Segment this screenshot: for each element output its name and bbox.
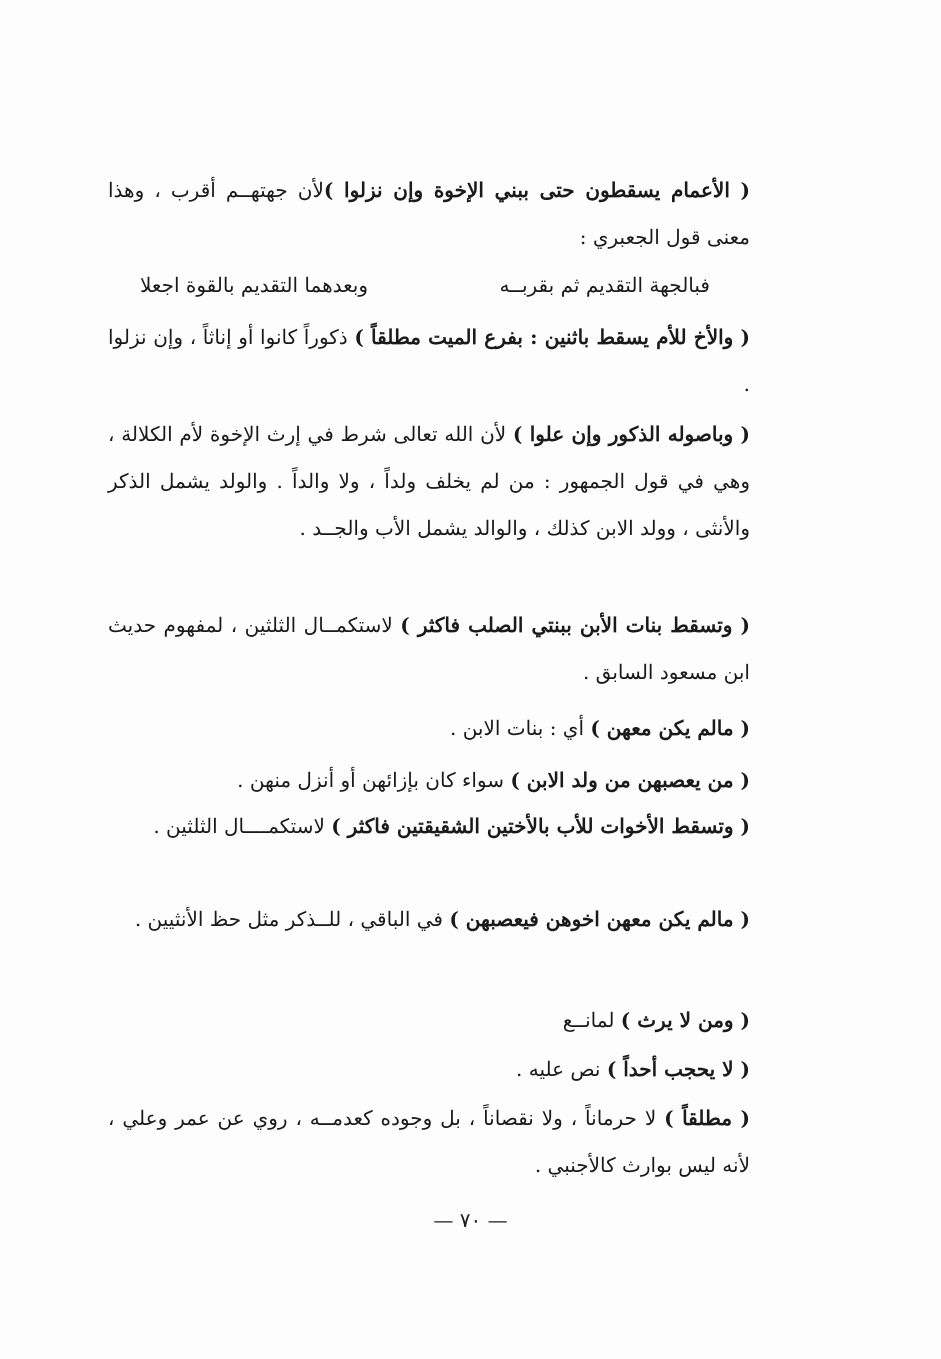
paragraph-11-text: لا حرماناً ، ولا نقصاناً ، بل وجوده كعدمــه ، روي عن عمر وعلي ، لأنه ليس بوارث كالأجنبي . xyxy=(108,1106,750,1177)
page-number: — ٧٠ — xyxy=(433,1208,508,1232)
paragraph-5 xyxy=(108,705,750,752)
paragraph-11 xyxy=(108,1095,750,1189)
paragraph-6-heading: ( من يعصبهن من ولد الابن ) xyxy=(510,768,750,792)
paragraph-11-heading: ( مطلقاً ) xyxy=(664,1106,750,1130)
paragraph-9-heading: ( ومن لا يرث ) xyxy=(620,1008,750,1032)
paragraph-1-text: لأن جهتهــم أقرب ، وهذا معنى قول الجعبري : xyxy=(108,178,750,249)
paragraph-7-text: لاستكمــــال الثلثين . xyxy=(153,814,332,838)
paragraph-4 xyxy=(108,602,750,696)
paragraph-9 xyxy=(108,997,750,1044)
paragraph-7-heading: ( وتسقط الأخوات للأب بالأختين الشقيقتين فاكثر ) xyxy=(331,814,750,838)
paragraph-8-heading: ( مالم يكن معهن اخوهن فيعصبهن ) xyxy=(449,907,750,931)
paragraph-5-text: أي : بنات الابن . xyxy=(449,716,591,740)
paragraph-3 xyxy=(108,411,750,552)
paragraph-4-heading: ( وتسقط بنات الأبن ببنتي الصلب فاكثر ) xyxy=(400,613,750,637)
paragraph-2-text: ذكوراً كانوا أو إناثاً ، وإن نزلوا . xyxy=(108,325,750,396)
paragraph-7 xyxy=(108,803,750,850)
paragraph-6 xyxy=(108,757,750,804)
paragraph-1-heading: ( الأعمام يسقطون حتى ببني الإخوة وإن نزلوا ) xyxy=(323,178,750,202)
paragraph-10 xyxy=(108,1046,750,1093)
paragraph-1 xyxy=(108,167,750,261)
paragraph-3-heading: ( وباصوله الذكور وإن علوا ) xyxy=(512,422,750,446)
poem-hemistich-1: فبالجهة التقديم ثم بقربــه xyxy=(499,273,710,297)
paragraph-2 xyxy=(108,314,750,408)
poem-hemistich-2: وبعدهما التقديم بالقوة اجعلا xyxy=(140,273,369,297)
paragraph-10-heading: ( لا يحجب أحداً ) xyxy=(606,1057,750,1081)
paragraph-9-text: لمانــع xyxy=(562,1008,621,1032)
paragraph-8-text: في الباقي ، للــذكر مثل حظ الأنثيين . xyxy=(134,907,450,931)
paragraph-3-text: لأن الله تعالى شرط في إرث الإخوة لأم الكلالة ، وهي في قول الجمهور : من لم يخلف ولداً ، ولا والداً . والولد يشمل الذكر والأنثى ، وولد الابن كذلك ، والوالد يشمل الأب والجــد . xyxy=(108,422,750,540)
paragraph-2-heading: ( والأخ للأم يسقط باثنين : بفرع الميت مطلقاً ) xyxy=(354,325,750,349)
paragraph-5-heading: ( مالم يكن معهن ) xyxy=(590,716,750,740)
poem-verse xyxy=(140,262,710,309)
paragraph-8 xyxy=(108,896,750,943)
paragraph-10-text: نص عليه . xyxy=(516,1057,607,1081)
paragraph-6-text: سواء كان بإزائهن أو أنزل منهن . xyxy=(237,768,511,792)
paragraph-4-text: لاستكمــال الثلثين ، لمفهوم حديث ابن مسعود السابق . xyxy=(108,613,750,684)
